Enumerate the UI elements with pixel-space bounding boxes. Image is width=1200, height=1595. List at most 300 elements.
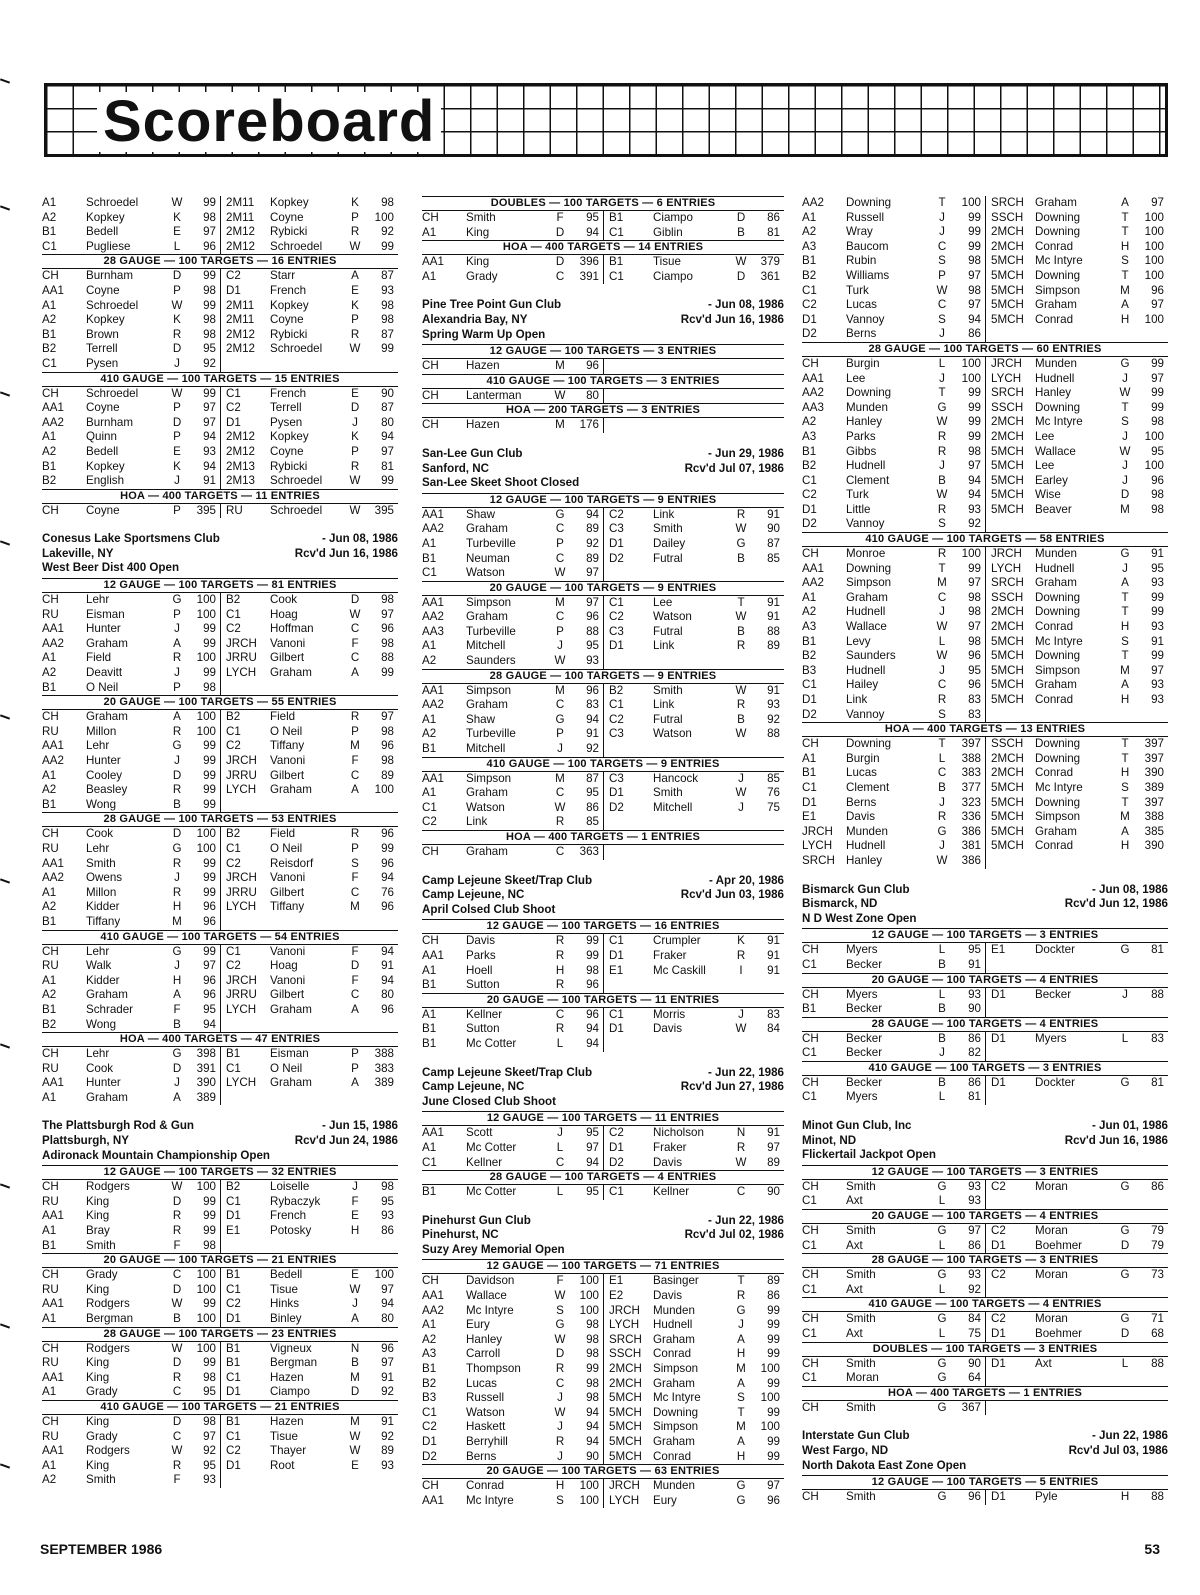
shooter-initial: F [556,1274,564,1288]
shooter-initial: L [938,987,946,1001]
shooter-class: AA1 [422,595,444,609]
table-row [42,284,398,299]
shooter-initial [730,566,752,581]
result-entry [220,651,398,666]
shooter-name: Link [846,693,868,706]
result-entry [985,372,1168,387]
shooter-score: 99 [1151,590,1164,604]
shooter-score: 96 [381,622,394,636]
shooter-class: CH [422,388,439,402]
shooter-score: 98 [586,1347,599,1361]
result-entry [422,389,603,404]
result-entry [220,357,398,372]
shooter-class: 5MCH [991,839,1024,853]
shooter-initial: J [557,742,563,756]
result-entry [985,1076,1168,1091]
shooter-class: SRCH [991,196,1024,209]
result-entry [220,1062,398,1077]
shooter-class: A1 [802,751,817,765]
shooter-score: 99 [203,1194,216,1208]
shooter-class: JRCH [991,547,1022,561]
shooter-score: 99 [203,944,216,958]
result-entry [985,988,1168,1003]
club-line [42,1119,398,1134]
shooter-score [752,742,784,757]
shooter-class: 5MCH [991,268,1024,282]
shooter-class [226,915,270,930]
shooter-score: 100 [1144,254,1164,268]
shooter-name: King [86,1370,110,1384]
shooter-initial: F [351,944,359,958]
table-row [422,964,784,979]
shooter-class: A2 [42,1473,57,1487]
shooter-score: 99 [203,666,216,680]
table-row [42,945,398,960]
shooter-initial: C [736,1185,746,1199]
shooter-name: Watson [653,727,692,741]
shooter-initial: J [174,754,180,767]
shooter-initial: W [349,503,361,517]
section-header: 28 GAUGE — 100 TARGETS — 16 ENTRIES [42,254,398,269]
table-row [422,772,784,787]
shooter-initial: B [737,551,745,565]
shooter-name: Munden [846,400,888,414]
results-table [802,1268,1168,1297]
table-row [422,727,784,742]
shooter-score: 93 [381,1458,394,1472]
result-entry [802,576,985,591]
shooter-class: AA1 [42,1370,64,1384]
shooter-initial: A [351,666,359,680]
shooter-score: 88 [381,651,394,665]
shoot-date: - Jun 08, 1986 [1091,882,1168,896]
table-row [42,886,398,901]
shooter-initial: W [735,1022,747,1036]
shooter-name [1035,1090,1114,1105]
results-table [42,710,398,812]
shooter-name: King [86,1356,110,1370]
shooter-initial: R [736,1140,746,1154]
result-entry [802,620,985,635]
shooter-score: 92 [586,536,599,550]
shooter-name: Vanoni [270,944,306,958]
table-row [422,698,784,713]
shooter-class: JRCH [226,636,257,650]
club-line [802,912,1168,927]
result-entry [985,1032,1168,1047]
shooter-name: Axt [846,1238,863,1252]
shooter-class: SRCH [802,853,835,867]
shooter-initial: P [173,607,181,621]
club-line [422,1066,784,1081]
event-name: North Dakota East Zone Open [802,1458,967,1472]
shooter-class: D1 [802,502,817,516]
shooter-class: D1 [422,1435,437,1448]
result-entry [603,934,784,949]
shooter-class: E2 [609,1289,624,1303]
shooter-initial: T [1121,605,1129,619]
table-row [42,1062,398,1077]
shooter-name: Scott [466,1126,493,1140]
shooter-name: Owens [86,871,123,885]
shooter-score: 323 [961,795,981,809]
result-entry [802,796,985,811]
club-line [42,1149,398,1164]
shooter-class: A1 [42,1312,57,1325]
shooter-class: C1 [42,239,57,253]
result-entry [985,1371,1168,1386]
shooter-class: 5MCH [991,824,1024,838]
shooter-class [991,1194,1035,1209]
shooter-score: 100 [961,196,981,209]
result-entry [220,681,398,696]
table-row [422,1156,784,1171]
shooter-class: B1 [422,1036,437,1050]
shooter-initial: M [555,683,565,697]
club-location: Lakeville, NY [42,546,114,560]
result-entry [603,1274,784,1289]
shooter-class: AA2 [802,196,824,209]
shooter-name: Grady [86,1429,118,1443]
shooter-score: 99 [968,561,981,575]
shooter-name: Field [270,827,296,841]
shooter-name: Simpson [1035,283,1081,297]
shooter-class: 2M12 [226,430,256,444]
shooter-initial: M [350,1370,360,1384]
shooter-name: Eury [466,1318,490,1332]
result-entry [42,1415,220,1430]
shooter-score: 94 [586,1435,599,1448]
result-entry [985,737,1168,752]
table-row [802,766,1168,781]
shooter-class: 2MCH [991,429,1024,443]
shooter-class: CH [422,1274,439,1288]
table-row [42,240,398,255]
shooter-score: 391 [196,1061,216,1075]
shooter-name: Mc Intyre [1035,780,1083,794]
result-entry [422,1420,603,1435]
shooter-name: Downing [1035,400,1081,414]
shooter-score [752,389,784,404]
shooter-score: 100 [1144,429,1164,443]
shooter-score: 86 [767,211,780,224]
result-entry [422,1450,603,1465]
margin-tick [0,1463,10,1468]
shooter-initial: A [737,1435,745,1448]
shooter-class: CH [802,1179,819,1193]
margin-tick [0,391,10,396]
shooter-class: C2 [991,1268,1006,1282]
shooter-class: AA1 [802,561,824,575]
shooter-initial: D [172,768,182,782]
shooter-class: C1 [226,386,241,400]
shooter-name: Simpson [466,771,512,785]
shooter-initial: P [556,536,564,550]
club-header [422,447,784,491]
shooter-class: 2MCH [991,751,1024,765]
table-row [42,798,398,813]
shooter-name: Williams [846,268,890,282]
shooter-class: CH [802,1312,819,1326]
table-row [422,1022,784,1037]
shooter-score: 97 [1151,196,1164,209]
shooter-score: 98 [381,754,394,767]
shooter-class: D1 [802,693,817,706]
shooter-name: Hazen [466,418,500,432]
shooter-class: 5MCH [609,1405,642,1419]
shooter-initial: H [555,963,565,977]
shooter-score: 98 [586,963,599,977]
shooter-name [1035,1401,1114,1416]
result-entry [985,825,1168,840]
section-header: DOUBLES — 100 TARGETS — 6 ENTRIES [422,196,784,211]
shooter-score: 86 [1151,1179,1164,1193]
shooter-name: Link [653,507,675,521]
result-entry [802,1401,985,1416]
result-entry [42,1444,220,1459]
shooter-class: B2 [802,459,817,473]
shooter-name: Hudnell [653,1318,693,1332]
shooter-name: Hazen [270,1414,304,1428]
shooter-name: Saunders [466,654,516,668]
shooter-name: Simpson [846,576,892,590]
shooter-name: Tiffany [86,914,121,928]
club-line [422,313,784,328]
result-entry [220,842,398,857]
section-header: 20 GAUGE — 100 TARGETS — 4 ENTRIES [802,973,1168,988]
shooter-score: 87 [767,536,780,550]
table-row [42,211,398,226]
shooter-score: 97 [203,1429,216,1443]
result-entry [422,1156,603,1171]
table-row [422,596,784,611]
result-entry [42,754,220,769]
shooter-initial: C [555,522,565,536]
shooter-score: 75 [968,1327,981,1340]
shooter-class: AA1 [422,948,444,962]
table-row [42,1018,398,1033]
shooter-score: 95 [586,639,599,653]
shooter-score: 93 [1151,678,1164,692]
shooter-name: Pysen [270,415,303,429]
shooter-initial: N [736,1126,746,1140]
shooter-score: 95 [1151,561,1164,575]
shooter-class: JRRU [226,651,257,665]
shooter-initial: J [557,1126,563,1140]
shooter-name: Smith [846,1312,876,1326]
result-entry [985,1194,1168,1209]
shooter-score: 94 [968,473,981,487]
result-entry [220,754,398,769]
section-header: 410 GAUGE — 100 TARGETS — 3 ENTRIES [802,1061,1168,1076]
shooter-score: 100 [579,1479,599,1493]
shooter-class: B1 [422,1185,437,1199]
shooter-initial: F [351,1194,359,1208]
result-entry [220,401,398,416]
result-entry [802,284,985,299]
results-table [422,359,784,374]
table-row [42,313,398,328]
shooter-initial: R [937,810,947,824]
shooter-initial [1114,854,1136,869]
result-entry [220,739,398,754]
shooter-score: 99 [381,474,394,488]
shooter-initial: L [1121,1031,1129,1045]
shooter-score: 98 [968,634,981,648]
table-row [802,737,1168,752]
page-title: Scoreboard [97,92,441,152]
shooter-name: O Neil [270,841,303,855]
result-entry [603,1494,784,1509]
shooter-name: Hunter [86,1076,121,1090]
shooter-class: LYCH [226,783,257,797]
shooter-class: B2 [226,593,241,607]
shooter-class: CH [802,987,819,1001]
shooter-class [609,1037,653,1052]
result-entry [42,240,220,255]
shooter-class: B1 [802,766,817,780]
club-line [422,903,784,918]
shooter-class: D1 [991,1356,1006,1370]
shooter-name: Saunders [846,649,896,663]
shooter-initial: A [173,636,181,650]
club-line [42,561,398,576]
result-entry [220,1415,398,1430]
result-entry [985,211,1168,226]
shooter-class: A2 [42,210,57,224]
shooter-score: 83 [1151,1031,1164,1045]
shooter-class: 5MCH [991,459,1024,473]
shooter-score: 79 [1151,1224,1164,1238]
shooter-name: Turk [846,488,869,502]
shooter-name: Mc Intyre [653,1391,701,1405]
result-entry [42,900,220,915]
shooter-name: Graham [653,1376,695,1390]
shooter-score: 386 [961,853,981,867]
result-entry [603,537,784,552]
shooter-name: Graham [466,610,508,624]
shooter-score: 92 [586,742,599,756]
shooter-class: A1 [422,536,437,550]
shooter-class: 5MCH [991,678,1024,692]
shooter-score: 100 [196,1312,216,1325]
shooter-class: C1 [226,1429,241,1443]
result-entry [220,1195,398,1210]
shooter-name: English [86,474,125,488]
result-entry [220,1385,398,1400]
shooter-score [366,798,398,813]
table-row [802,401,1168,416]
result-entry [802,1327,985,1342]
shooter-name: Dockter [1035,1075,1075,1089]
shooter-class: A2 [42,444,57,458]
result-entry [422,1304,603,1319]
shooter-class: B1 [226,1268,241,1282]
shooter-score: 100 [579,1289,599,1303]
shooter-class: 5MCH [991,693,1024,706]
shooter-name [1035,708,1114,723]
shooter-name: Conrad [1035,766,1074,780]
shooter-score: 100 [196,1282,216,1296]
shooter-class: AA2 [422,1303,444,1317]
table-row [42,401,398,416]
section-header: 28 GAUGE — 100 TARGETS — 9 ENTRIES [422,669,784,684]
shooter-score: 93 [767,698,780,712]
shooter-name: Hanley [466,1332,503,1346]
shooter-initial: M [172,914,182,928]
shooter-name: Graham [1035,196,1077,209]
shooter-name: Conrad [1035,693,1074,706]
shooter-class: 2M12 [226,342,256,356]
shooter-score: 390 [1144,839,1164,853]
results-table [422,418,784,433]
shooter-score: 388 [374,1047,394,1061]
shooter-score: 100 [961,547,981,561]
shooter-class: CH [422,211,439,224]
shooter-initial [730,418,752,433]
table-row [422,1362,784,1377]
shooter-name: Simpson [1035,810,1081,824]
table-row [422,786,784,801]
shooter-class: D2 [609,551,624,565]
result-entry [42,313,220,328]
shooter-name: Basinger [653,1274,699,1288]
shooter-class: 2M11 [226,298,255,312]
shooter-class: C2 [609,712,624,726]
shooter-name: Lehr [86,1047,110,1061]
shooter-initial: C [555,1007,565,1021]
results-table [802,196,1168,342]
table-row [422,211,784,226]
shooter-score: 92 [381,225,394,239]
table-row [42,739,398,754]
shooter-score: 397 [961,737,981,751]
shooter-score: 73 [1151,1268,1164,1282]
table-row [42,1047,398,1062]
shooter-score: 96 [381,1002,394,1016]
table-row [42,1312,398,1327]
club-location: Minot, ND [802,1133,857,1147]
shooter-initial: J [939,1046,945,1060]
shooter-name: Gilbert [270,885,305,899]
shooter-class: B3 [802,663,817,677]
result-entry [42,681,220,696]
shooter-initial: W [554,800,566,814]
shooter-initial: C [555,698,565,712]
shooter-score: 88 [1151,987,1164,1001]
shooter-score: 99 [381,342,394,356]
shooter-score: 100 [1144,312,1164,326]
table-row [802,488,1168,503]
shooter-class: 2MCH [991,415,1024,429]
shooter-class: A2 [42,900,57,914]
shooter-initial: T [1121,649,1129,663]
shooter-score: 99 [381,841,394,855]
shooter-name: Hudnell [846,839,886,853]
shooter-name: Root [270,1458,295,1472]
result-entry [985,1224,1168,1239]
shooter-name: Munden [846,824,888,838]
result-entry [422,566,603,581]
table-row [422,1289,784,1304]
shooter-score: 99 [968,400,981,414]
shooter-initial: L [938,1194,946,1208]
results-table [422,845,784,860]
result-entry [422,418,603,433]
result-entry [802,488,985,503]
club-line [422,462,784,477]
club-line [422,1243,784,1258]
